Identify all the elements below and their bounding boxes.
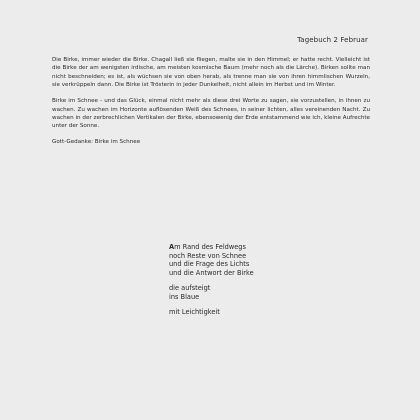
poem-line: und die Antwort der Birke [169,268,254,277]
poem-line [169,243,359,252]
poem-stanza-2 [169,284,359,301]
prose-paragraph-1: Die Birke, immer wieder die Birke. Chagall ließ sie fliegen, malte sie in den Himmel; er hatte recht. Vielleicht ist die Birke der am wenigsten irdische, am meisten kosmische Baum (mehr noch als die Lärche). Birken sollte man nicht beschneiden; es ist, als wüchsen sie von oben herab, als trenne man sie von ihren himmlischen Wurzeln, sie verkrüppeln dann. Die Birke ist Trösterin in jeder Dunkelheit, nicht allein im Herbst und im Winter. [52,57,370,89]
prose-section [52,56,370,154]
poem-line-text: m Rand des Feldwegs [174,243,246,251]
poem [169,243,359,324]
poem-line: und die Frage des Lichts [169,260,250,269]
poem-line: ins Blaue [169,292,200,301]
diary-date: Tagebuch 2 Februar [297,36,368,44]
poem-stanza-3 [169,308,359,317]
prose-paragraph-3: Gott-Gedanke: Birke im Schnee [52,139,141,146]
poem-line: die aufsteigt [169,284,211,293]
poem-initial: A [169,243,175,251]
poem-stanza-1 [169,243,359,277]
poem-line: mit Leichtigkeit [169,308,220,317]
prose-paragraph-2: Birke im Schnee - und das Glück, einmal nicht mehr als diese drei Worte zu sagen, sie vorzustellen, in ihnen zu wachen. Zu wachen im Horizonte auflösenden Weiß des Schnees, in seiner lichten, alles vereinenden Nacht. Zu wachen in der zerbrechlichen Vertikalen der Birke, ebensowenig der Erde entstammend wie ich, kleine Aufrechte unter der Sonne. [52,98,370,130]
poem-line: noch Reste von Schnee [169,251,247,260]
